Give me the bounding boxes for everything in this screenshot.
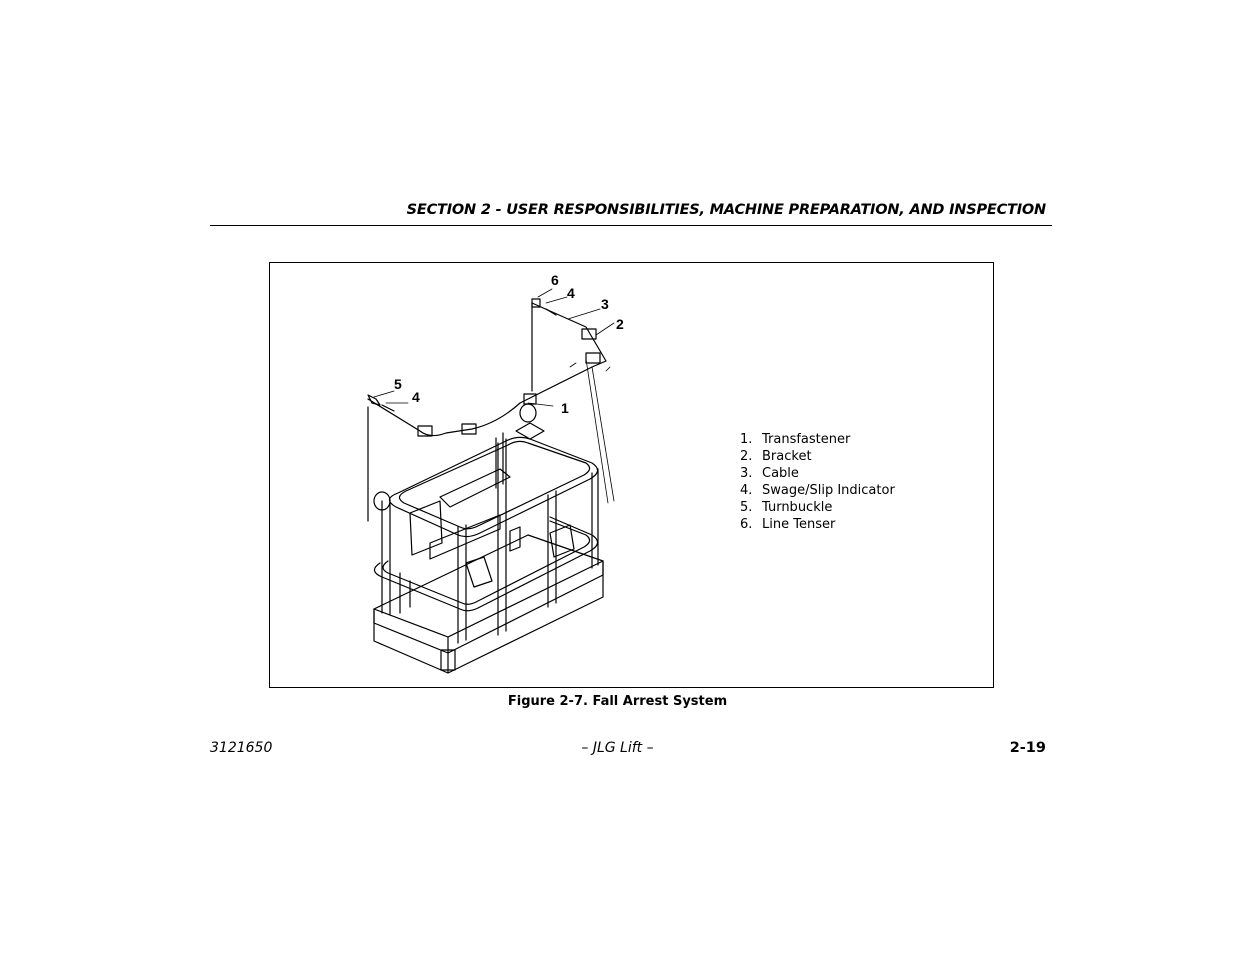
legend-number: 4. (740, 483, 753, 498)
leader-line (546, 297, 567, 303)
legend-number: 1. (740, 432, 753, 447)
page-number: 2-19 (1009, 740, 1046, 756)
tray (440, 469, 510, 507)
legend-item (740, 431, 895, 448)
footer-brand: – JLG Lift – (581, 740, 654, 756)
legend-label: Line Tenser (762, 517, 836, 532)
callout-4-upper: 4 (567, 285, 575, 301)
legend-label: Transfastener (762, 432, 851, 447)
legend-item (740, 465, 895, 482)
legend-item (740, 516, 895, 533)
rail-post (458, 525, 466, 643)
rail-post (496, 433, 503, 488)
bracket (582, 329, 596, 339)
fall-arrest-cable-rear (532, 303, 606, 367)
legend-number: 3. (740, 466, 753, 481)
legend-label: Cable (762, 466, 799, 481)
legend-label: Bracket (762, 449, 812, 464)
legend-number: 6. (740, 517, 753, 532)
leader-line (596, 323, 614, 335)
leader-line (568, 309, 600, 319)
bracket (586, 353, 600, 363)
leader-line (374, 391, 394, 397)
legend-label: Swage/Slip Indicator (762, 483, 895, 498)
figure-caption: Figure 2-7. Fall Arrest System (507, 694, 728, 709)
section-title: SECTION 2 - USER RESPONSIBILITIES, MACHINE PREPARATION, AND INSPECTION (406, 202, 1046, 218)
callout-5: 5 (394, 376, 402, 392)
header-rule (210, 225, 1052, 226)
callout-3: 3 (601, 296, 609, 312)
platform-base (374, 561, 603, 653)
callout-6: 6 (551, 272, 559, 288)
legend-number: 5. (740, 500, 753, 515)
legend-item (740, 482, 895, 499)
controller (466, 557, 492, 587)
center-anchor (520, 404, 536, 422)
callout-4-lower: 4 (412, 389, 420, 405)
rail-post (548, 491, 556, 607)
parts-legend (740, 431, 895, 533)
callout-2: 2 (616, 316, 624, 332)
legend-number: 2. (740, 449, 753, 464)
leader-line (538, 289, 552, 297)
legend-item (740, 448, 895, 465)
rail-post (498, 439, 506, 635)
figure-frame (269, 262, 994, 688)
anchor-base (516, 423, 544, 439)
legend-item (740, 499, 895, 516)
callout-1: 1 (561, 400, 569, 416)
top-rail (389, 437, 597, 536)
rail-post (382, 501, 390, 615)
legend-label: Turnbuckle (762, 500, 833, 515)
leader-line (586, 359, 614, 503)
rail-post (592, 469, 598, 568)
doc-number: 3121650 (210, 740, 273, 756)
swage-indicator (382, 309, 556, 411)
